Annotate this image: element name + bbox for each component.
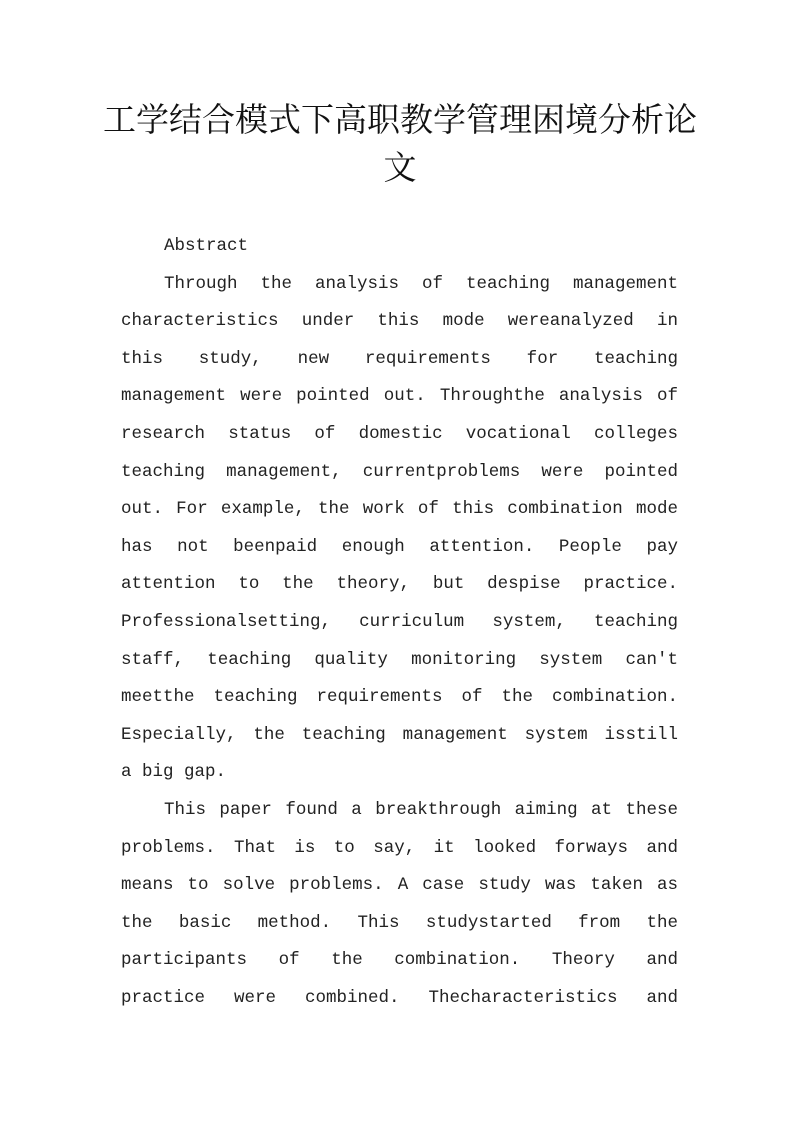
text-line: meetthe teaching requirements of the combination. <box>121 687 678 708</box>
text-line: a big gap. <box>121 762 227 783</box>
text-line: out. For example, the work of this combination mode <box>121 499 678 520</box>
paragraph <box>121 266 678 792</box>
abstract-heading: Abstract <box>164 236 249 256</box>
paragraph <box>121 792 678 1018</box>
text-line: Especially, the teaching management system isstill <box>121 724 678 745</box>
text-line: Through the analysis of teaching management <box>164 273 678 294</box>
text-line: this study, new requirements for teaching <box>121 348 678 369</box>
text-line: participants of the combination. Theory and <box>121 950 678 971</box>
text-line: has not beenpaid enough attention. People pay <box>121 536 678 557</box>
document-title: 工学结合模式下高职教学管理困境分析论文 <box>103 100 697 187</box>
text-line: staff, teaching quality monitoring system can't <box>121 649 678 670</box>
text-line: practice were combined. Thecharacteristics and <box>121 987 678 1008</box>
text-line: teaching management, currentproblems were pointed <box>121 461 678 482</box>
text-line: the basic method. This studystarted from the <box>121 912 678 933</box>
text-line: research status of domestic vocational colleges <box>121 423 678 444</box>
text-line: management were pointed out. Throughthe analysis of <box>121 386 678 407</box>
text-line: means to solve problems. A case study was taken as <box>121 875 678 896</box>
document-body <box>121 228 678 1017</box>
text-line: This paper found a breakthrough aiming at these <box>164 799 678 820</box>
text-line: Professionalsetting, curriculum system, teaching <box>121 611 678 632</box>
text-line: problems. That is to say, it looked forways and <box>121 837 678 858</box>
text-line: attention to the theory, but despise practice. <box>121 574 678 595</box>
text-line: characteristics under this mode wereanalyzed in <box>121 311 678 332</box>
